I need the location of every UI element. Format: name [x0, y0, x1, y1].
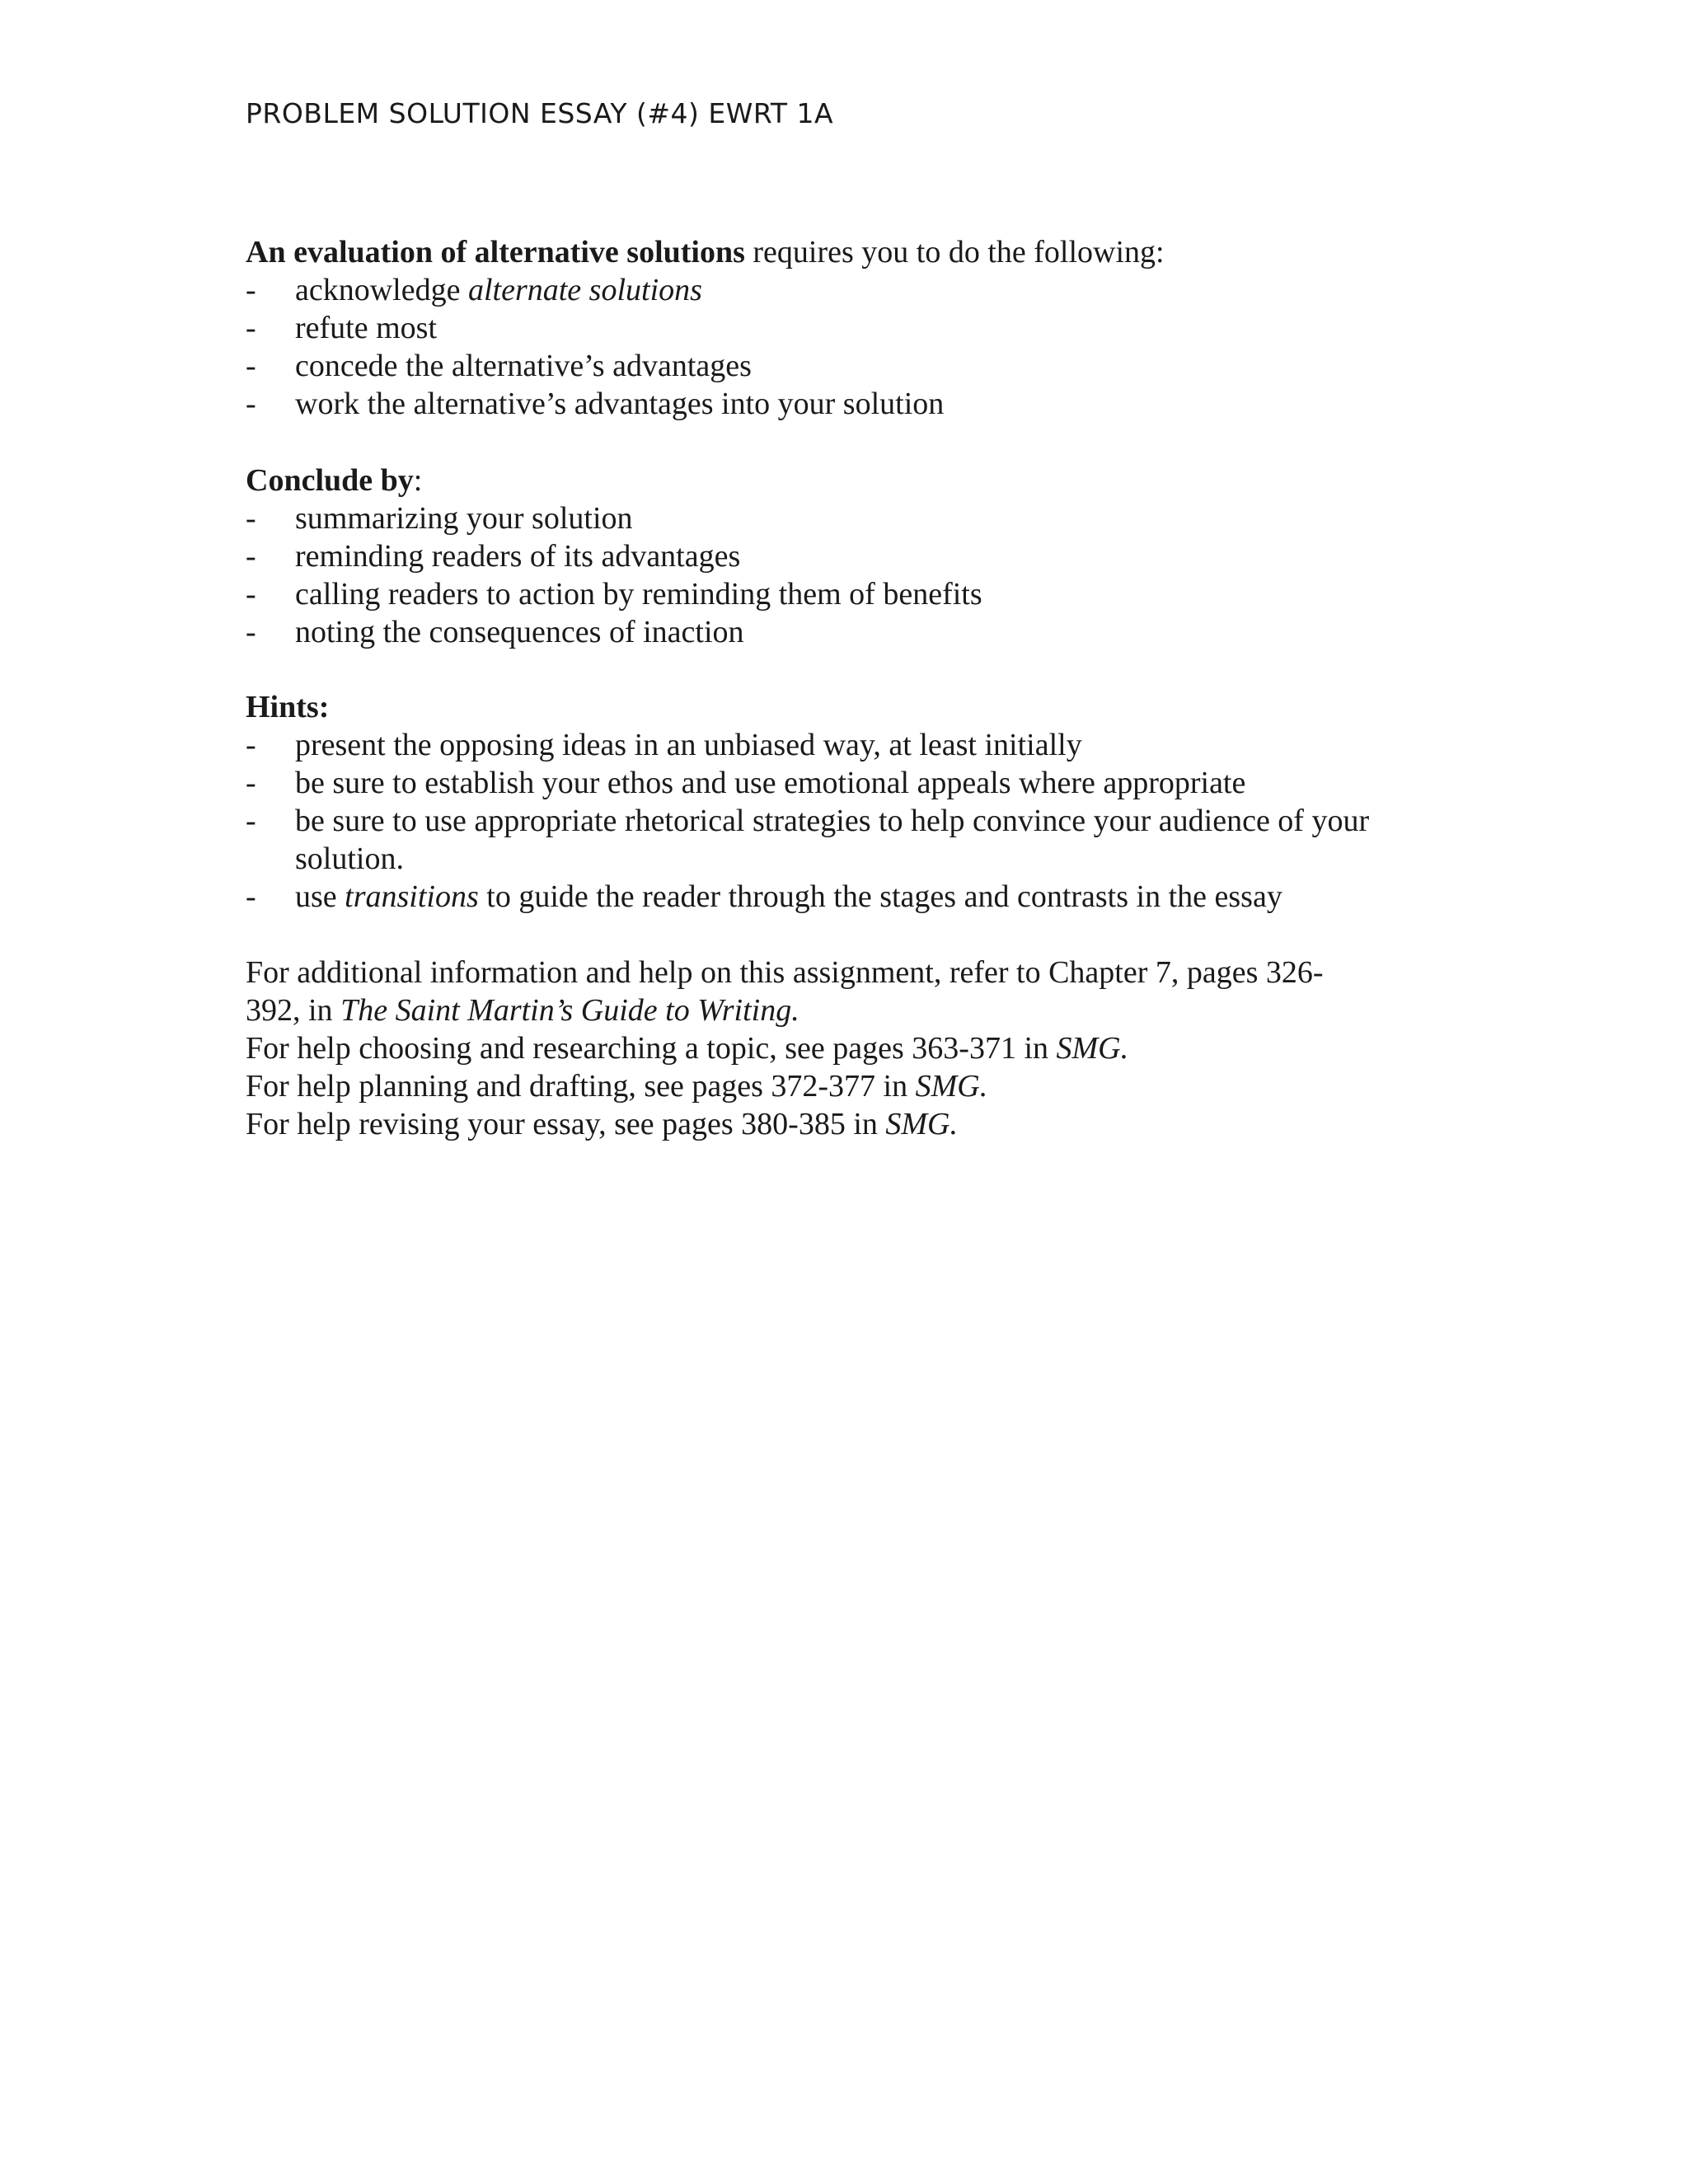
list-item-text: use: [295, 879, 345, 914]
bullet-dash: -: [246, 728, 256, 762]
list-item: [246, 613, 1449, 651]
additional-info-section: [246, 954, 1449, 1143]
conclude-heading-bold: Conclude by: [246, 463, 414, 498]
list-item-text: present the opposing ideas in an unbiased way, at least initially: [295, 728, 1082, 762]
list-item-text: work the alternative’s advantages into your solution: [295, 387, 945, 421]
hints-section: [246, 688, 1449, 916]
list-item: [246, 726, 1449, 764]
bullet-dash: -: [246, 311, 256, 345]
list-item-text: summarizing your solution: [295, 501, 633, 536]
list-item: [246, 347, 1449, 385]
book-abbrev: SMG.: [885, 1107, 958, 1141]
bullet-dash: -: [246, 501, 256, 536]
bullet-dash: -: [246, 766, 256, 800]
list-item-text: concede the alternative’s advantages: [295, 349, 752, 383]
list-item: [246, 309, 1449, 347]
bullet-dash: -: [246, 349, 256, 383]
conclude-heading-colon: :: [413, 463, 423, 498]
evaluation-lead: [246, 233, 1449, 271]
conclude-section: [246, 462, 1449, 651]
conclude-heading: [246, 462, 1449, 499]
bullet-dash: -: [246, 879, 256, 914]
list-item-text: be sure to establish your ethos and use emotional appeals where appropriate: [295, 766, 1246, 800]
info-line: [246, 991, 1449, 1029]
list-item: [246, 499, 1449, 537]
bullet-dash: -: [246, 615, 256, 649]
info-line: [246, 1067, 1449, 1105]
info-text: For help planning and drafting, see pages 372-377 in: [246, 1069, 916, 1104]
evaluation-lead-bold: An evaluation of alternative solutions: [246, 235, 745, 269]
bullet-dash: -: [246, 539, 256, 574]
info-text: For help choosing and researching a topic, see pages 363-371 in: [246, 1031, 1057, 1066]
bullet-dash: -: [246, 387, 256, 421]
list-item-text: calling readers to action by reminding them of benefits: [295, 577, 982, 612]
book-abbrev: SMG.: [1056, 1031, 1129, 1066]
list-item-italic: alternate solutions: [467, 273, 702, 307]
book-abbrev: SMG.: [915, 1069, 988, 1104]
book-title: The Saint Martin’s Guide to Writing.: [340, 993, 799, 1028]
list-item: [246, 878, 1449, 916]
info-text: 392, in: [246, 993, 341, 1028]
info-text: For help revising your essay, see pages 380-385 in: [246, 1107, 886, 1141]
list-item-text: noting the consequences of inaction: [295, 615, 744, 649]
list-item-text-end: to guide the reader through the stages and contrasts in the essay: [478, 879, 1282, 914]
bullet-dash: -: [246, 804, 256, 838]
evaluation-section: [246, 233, 1449, 423]
bullet-dash: -: [246, 577, 256, 612]
list-item-text: reminding readers of its advantages: [295, 539, 741, 574]
list-item-italic: transitions: [345, 879, 479, 914]
list-item: [246, 575, 1449, 613]
list-item-text: refute most: [295, 311, 438, 345]
list-item: [246, 385, 1449, 423]
list-item: [246, 537, 1449, 575]
list-item-continuation: solution.: [295, 841, 404, 876]
info-line: [246, 1105, 1449, 1143]
list-item: [246, 802, 1449, 840]
hints-heading: Hints:: [246, 690, 330, 724]
info-line: [246, 1029, 1449, 1067]
evaluation-lead-rest: requires you to do the following:: [744, 235, 1165, 269]
bullet-dash: -: [246, 273, 256, 307]
list-item: [246, 764, 1449, 802]
list-item-text: be sure to use appropriate rhetorical strategies to help convince your audience of your: [295, 804, 1370, 838]
list-item-text: acknowledge: [295, 273, 468, 307]
page-header: PROBLEM SOLUTION ESSAY (#4) EWRT 1A: [246, 97, 834, 129]
info-line: For additional information and help on this assignment, refer to Chapter 7, pages 326-: [246, 955, 1324, 990]
list-item: [246, 271, 1449, 309]
